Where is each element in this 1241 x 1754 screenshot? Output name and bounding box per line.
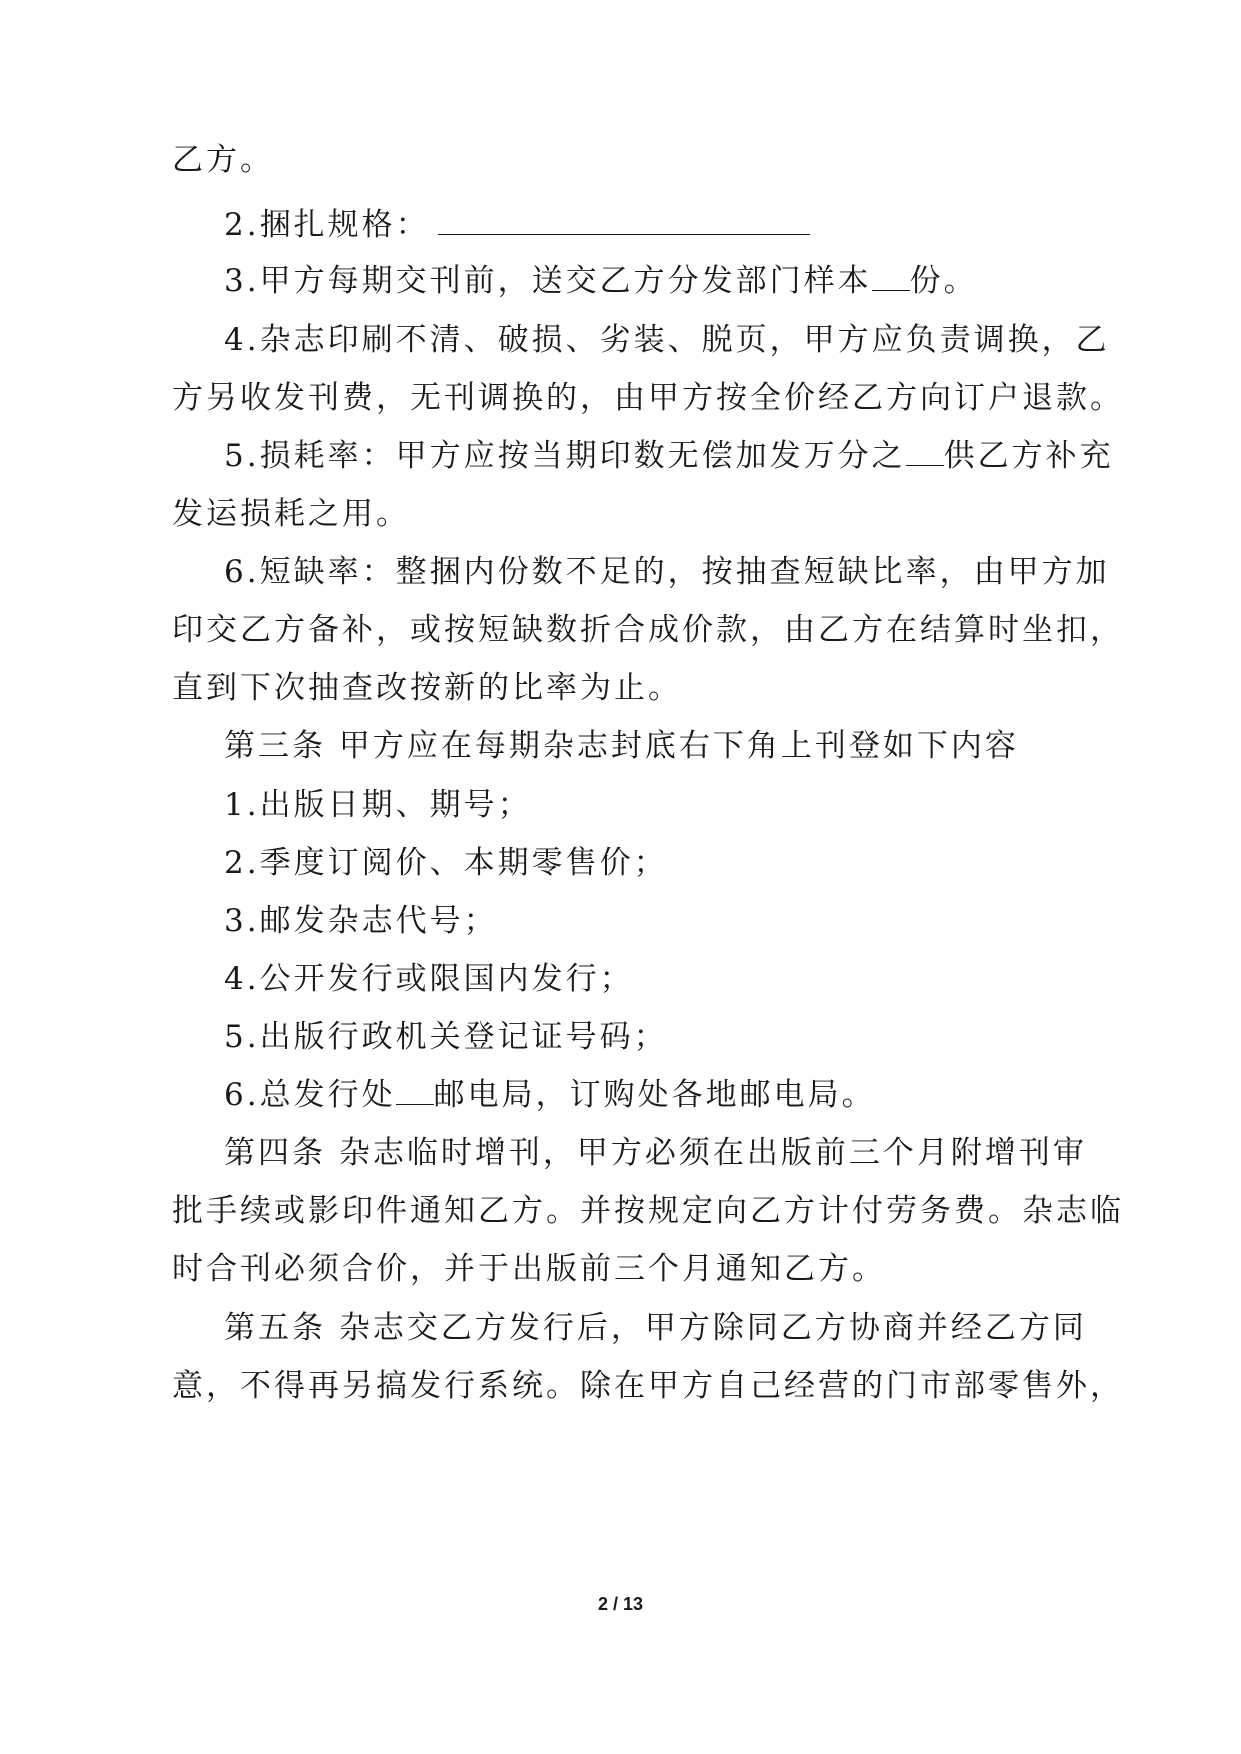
- paragraph-line: 直到下次抽查改按新的比率为止。: [172, 670, 682, 706]
- blank-underline: [438, 208, 810, 235]
- paragraph-line: [224, 261, 978, 301]
- paragraph-line: 第四条 杂志临时增刊，甲方必须在出版前三个月附增刊审: [224, 1135, 1087, 1171]
- blank-underline: [906, 439, 944, 466]
- list-item: 3.邮发杂志代号；: [224, 903, 498, 939]
- paragraph-line: 乙方。: [172, 142, 274, 178]
- paragraph-line: 第五条 杂志交乙方发行后，甲方除同乙方协商并经乙方同: [224, 1310, 1087, 1346]
- line-text: 5.损耗率：甲方应按当期印数无偿加发万分之: [224, 438, 906, 474]
- paragraph-line: 意，不得再另搞发行系统。除在甲方自己经营的门市部零售外，: [172, 1368, 1124, 1404]
- paragraph-line: 批手续或影印件通知乙方。并按规定向乙方计付劳务费。杂志临: [172, 1193, 1124, 1229]
- page-number: 2 / 13: [597, 1594, 644, 1614]
- section-heading-line: 第三条 甲方应在每期杂志封底右下角上刊登如下内容: [224, 728, 1019, 764]
- list-item: 4.公开发行或限国内发行；: [224, 961, 634, 997]
- line-text: 供乙方补充: [943, 438, 1114, 474]
- list-item: [224, 1075, 876, 1115]
- paragraph-line: 4.杂志印刷不清、破损、劣装、脱页，甲方应负责调换，乙: [224, 322, 1110, 358]
- paragraph-line: [224, 205, 810, 245]
- line-text: 3.甲方每期交刊前，送交乙方分发部门样本: [224, 263, 872, 299]
- line-text: 份。: [909, 263, 978, 299]
- blank-underline: [872, 264, 910, 291]
- list-item: 5.出版行政机关登记证号码；: [224, 1019, 668, 1055]
- line-text: 2.捆扎规格：: [224, 207, 430, 243]
- paragraph-line: 时合刊必须合价，并于出版前三个月通知乙方。: [172, 1251, 886, 1287]
- paragraph-line: 方另收发刊费，无刊调换的，由甲方按全价经乙方向订户退款。: [172, 380, 1124, 416]
- line-text: 6.总发行处: [224, 1077, 396, 1113]
- paragraph-line: [224, 436, 1114, 476]
- paragraph-line: 印交乙方备补，或按短缺数折合成价款，由乙方在结算时坐扣，: [172, 612, 1124, 648]
- paragraph-line: 6.短缺率：整捆内份数不足的，按抽查短缺比率，由甲方加: [224, 554, 1110, 590]
- list-item: 1.出版日期、期号；: [224, 787, 532, 823]
- list-item: 2.季度订阅价、本期零售价；: [224, 845, 668, 881]
- line-text: 邮电局，订购处各地邮电局。: [433, 1077, 876, 1113]
- blank-underline: [396, 1078, 434, 1105]
- paragraph-line: 发运损耗之用。: [172, 496, 410, 532]
